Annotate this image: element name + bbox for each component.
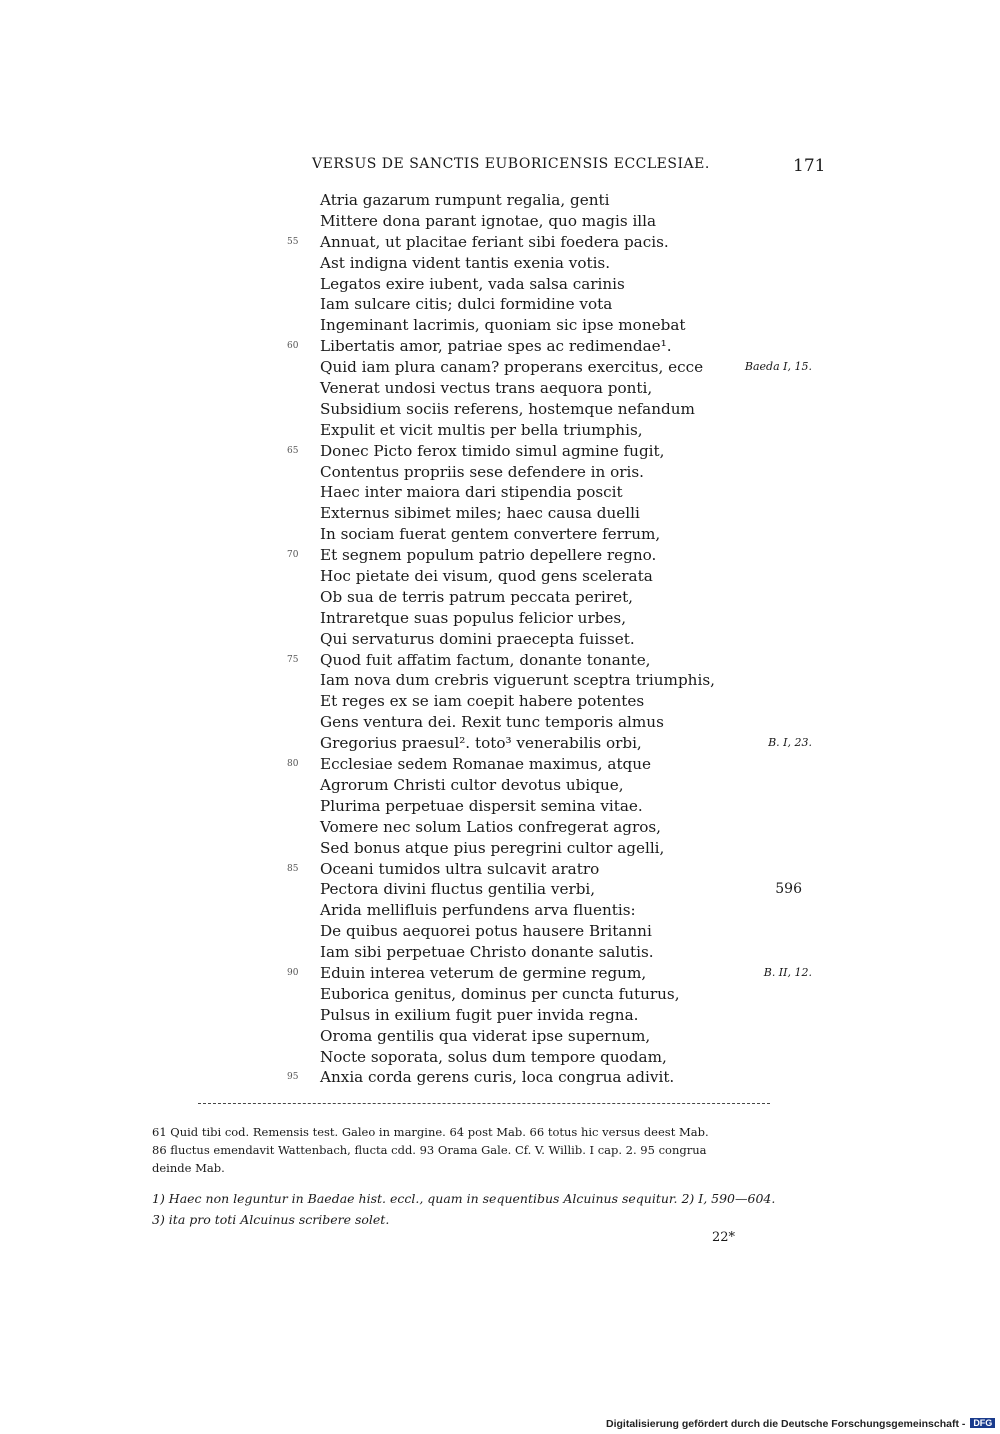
critical-apparatus [152, 1123, 822, 1177]
signature-mark: 22* [712, 1230, 736, 1245]
verse-line [0, 629, 1000, 650]
verse-text: Eduin interea veterum de germine regum, [320, 963, 647, 982]
footnote-line: 3) ita pro toti Alcuinus scribere solet. [152, 1212, 390, 1227]
verse-text: Mittere dona parant ignotae, quo magis illa [320, 211, 657, 230]
verse-line [0, 253, 1000, 274]
footnote-rule [198, 1103, 770, 1104]
footnote-line: 1) Haec non leguntur in Baedae hist. eccl., quam in sequentibus Alcuinus sequitur. 2) I, 590—604. [152, 1191, 776, 1206]
running-title: VERSUS DE SANCTIS EUBORICENSIS ECCLESIAE. [312, 156, 710, 172]
verse-line [0, 399, 1000, 420]
verse-text: Quod fuit affatim factum, donante tonante, [320, 650, 651, 669]
verse-text: Sed bonus atque pius peregrini cultor agelli, [320, 838, 665, 857]
verse-text: Contentus propriis sese defendere in oris. [320, 462, 644, 481]
running-head [0, 156, 1000, 178]
verse-text: Ecclesiae sedem Romanae maximus, atque [320, 755, 652, 774]
verse-line [0, 420, 1000, 441]
verse-text: Anxia corda gerens curis, loca congrua adivit. [320, 1068, 675, 1087]
verse-text: Externus sibimet miles; haec causa duelli [320, 504, 640, 523]
verse-text: In sociam fuerat gentem convertere ferrum, [320, 525, 661, 544]
verse-line [0, 587, 1000, 608]
verse-number: 55 [287, 236, 299, 247]
verse-line [0, 315, 1000, 336]
verse-line [0, 859, 1000, 880]
verse-number: 75 [287, 654, 299, 665]
verse-line [0, 211, 1000, 232]
verse-line [0, 984, 1000, 1005]
verse-line [0, 900, 1000, 921]
verse-line [0, 942, 1000, 963]
verse-line [0, 712, 1000, 733]
verse-line [0, 775, 1000, 796]
margin-reference: B. I, 23. [768, 736, 812, 750]
page-number: 171 [793, 156, 826, 176]
verse-number: 65 [287, 445, 299, 456]
verse-block [0, 190, 1000, 1088]
verse-text: Haec inter maiora dari stipendia poscit [320, 483, 623, 502]
verse-text: Expulit et vicit multis per bella triumphis, [320, 420, 643, 439]
verse-line [0, 817, 1000, 838]
verse-text: Pulsus in exilium fugit puer invida regna. [320, 1005, 639, 1024]
verse-text: Subsidium sociis referens, hostemque nefandum [320, 399, 695, 418]
verse-line [0, 190, 1000, 211]
verse-line [0, 482, 1000, 503]
verse-text: Oroma gentilis qua viderat ipse supernum, [320, 1026, 651, 1045]
verse-text: Annuat, ut placitae feriant sibi foedera pacis. [320, 232, 669, 251]
verse-line [0, 691, 1000, 712]
verse-text: Oceani tumidos ultra sulcavit aratro [320, 859, 600, 878]
verse-text: Libertatis amor, patriae spes ac redimendae¹. [320, 337, 672, 356]
verse-line [0, 796, 1000, 817]
verse-line [0, 608, 1000, 629]
verse-line [0, 733, 1000, 754]
verse-text: De quibus aequorei potus hausere Britanni [320, 922, 652, 941]
verse-line [0, 650, 1000, 671]
verse-text: Iam nova dum crebris viguerunt sceptra triumphis, [320, 671, 715, 690]
verse-line [0, 524, 1000, 545]
footnotes [152, 1188, 822, 1230]
verse-text: Legatos exire iubent, vada salsa carinis [320, 274, 625, 293]
verse-text: Donec Picto ferox timido simul agmine fugit, [320, 441, 665, 460]
verse-text: Gregorius praesul². toto³ venerabilis orbi, [320, 734, 642, 753]
verse-number: 90 [287, 967, 299, 978]
verse-text: Iam sulcare citis; dulci formidine vota [320, 295, 613, 314]
verse-line [0, 670, 1000, 691]
verse-text: Gens ventura dei. Rexit tunc temporis almus [320, 713, 664, 732]
verse-line [0, 378, 1000, 399]
verse-text: Euborica genitus, dominus per cuncta futurus, [320, 984, 680, 1003]
verse-line [0, 336, 1000, 357]
verse-line [0, 838, 1000, 859]
dfg-logo: DFG [970, 1418, 995, 1428]
verse-text: Arida mellifluis perfundens arva fluentis: [320, 901, 636, 920]
verse-text: Ast indigna vident tantis exenia votis. [320, 253, 611, 272]
verse-line [0, 274, 1000, 295]
credit-text: Digitalisierung gefördert durch die Deutsche Forschungsgemeinschaft - [606, 1418, 966, 1430]
apparatus-line: 61 Quid tibi cod. Remensis test. Galeo in margine. 64 post Mab. 66 totus hic versus deest Mab. [152, 1125, 709, 1139]
verse-number: 60 [287, 341, 299, 352]
margin-reference: B. II, 12. [763, 965, 812, 979]
verse-text: Pectora divini fluctus gentilia verbi, [320, 880, 596, 899]
verse-line [0, 357, 1000, 378]
verse-text: Et reges ex se iam coepit habere potentes [320, 692, 645, 711]
verse-line [0, 545, 1000, 566]
verse-line [0, 879, 1000, 900]
margin-reference: Baeda I, 15. [744, 360, 812, 374]
digitization-credit [606, 1418, 995, 1432]
verse-line [0, 294, 1000, 315]
verse-line [0, 441, 1000, 462]
margin-reference: 596 [775, 881, 802, 898]
verse-text: Hoc pietate dei visum, quod gens scelerata [320, 567, 653, 586]
verse-text: Intraretque suas populus felicior urbes, [320, 608, 627, 627]
verse-text: Atria gazarum rumpunt regalia, genti [320, 191, 610, 209]
verse-line [0, 462, 1000, 483]
verse-line [0, 503, 1000, 524]
verse-line [0, 1026, 1000, 1047]
verse-line [0, 963, 1000, 984]
verse-line [0, 921, 1000, 942]
apparatus-line: 86 fluctus emendavit Wattenbach, flucta cdd. 93 Orama Gale. Cf. V. Willib. I cap. 2. 95 congrua [152, 1143, 707, 1157]
verse-line [0, 566, 1000, 587]
verse-text: Venerat undosi vectus trans aequora ponti, [320, 379, 653, 398]
verse-text: Iam sibi perpetuae Christo donante salutis. [320, 943, 654, 962]
verse-text: Nocte soporata, solus dum tempore quodam, [320, 1047, 667, 1066]
verse-text: Ingeminant lacrimis, quoniam sic ipse monebat [320, 316, 686, 335]
verse-text: Et segnem populum patrio depellere regno. [320, 546, 657, 565]
verse-line [0, 1005, 1000, 1026]
verse-line [0, 754, 1000, 775]
verse-text: Vomere nec solum Latios confregerat agros, [320, 817, 662, 836]
verse-number: 80 [287, 759, 299, 770]
verse-line [0, 232, 1000, 253]
verse-text: Quid iam plura canam? properans exercitus, ecce [320, 358, 704, 377]
verse-text: Agrorum Christi cultor devotus ubique, [320, 775, 624, 794]
verse-text: Ob sua de terris patrum peccata periret, [320, 587, 634, 606]
apparatus-line: deinde Mab. [152, 1161, 225, 1175]
verse-line [0, 1067, 1000, 1088]
verse-number: 85 [287, 863, 299, 874]
verse-text: Plurima perpetuae dispersit semina vitae. [320, 796, 643, 815]
verse-text: Qui servaturus domini praecepta fuisset. [320, 629, 635, 648]
verse-number: 95 [287, 1072, 299, 1083]
verse-number: 70 [287, 550, 299, 561]
verse-line [0, 1047, 1000, 1068]
